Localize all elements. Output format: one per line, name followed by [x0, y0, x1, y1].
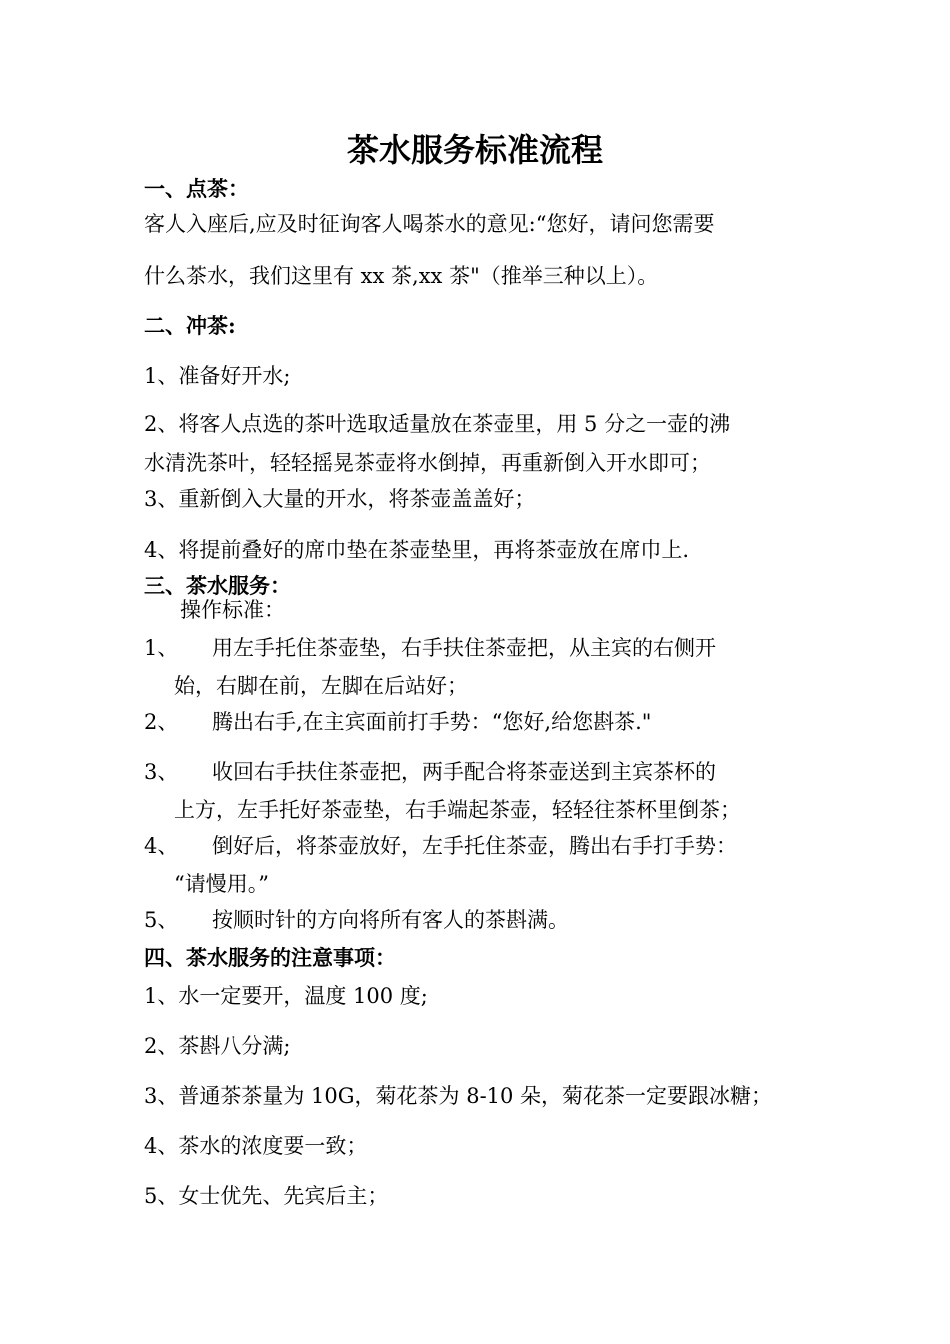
- list-item-continuation: 始，右脚在前，左脚在后站好；: [174, 674, 468, 698]
- list-item: 4、茶水的浓度要一致；: [144, 1134, 368, 1158]
- subheading-standard: 操作标准：: [180, 598, 285, 622]
- list-item: 按顺时针的方向将所有客人的茶斟满。: [212, 908, 569, 932]
- list-item-continuation: 上方，左手托好茶壶垫，右手端起茶壶，轻轻往茶杯里倒茶；: [174, 798, 741, 822]
- document-title: 茶水服务标准流程: [346, 131, 603, 169]
- item-number: 3、: [144, 760, 179, 784]
- section-heading-service: 三、茶水服务：: [144, 573, 291, 598]
- list-item: 2、将客人点选的茶叶选取适量放在茶壶里，用 5 分之一壶的沸: [144, 412, 731, 436]
- list-item-continuation: 水清洗茶叶，轻轻摇晃茶壶将水倒掉，再重新倒入开水即可；: [144, 451, 711, 475]
- item-number: 1、: [144, 636, 179, 660]
- list-item: 3、重新倒入大量的开水，将茶壶盖盖好；: [144, 487, 536, 511]
- section-heading-brewing: 二、冲茶:: [144, 313, 236, 338]
- list-item: 1、水一定要开，温度 100 度;: [144, 984, 428, 1008]
- item-number: 4、: [144, 834, 179, 858]
- item-number: 2、: [144, 710, 179, 734]
- list-item: 5、女士优先、先宾后主；: [144, 1184, 389, 1208]
- list-item: 1、准备好开水;: [144, 364, 291, 388]
- list-item: 用左手托住茶壶垫，右手扶住茶壶把，从主宾的右侧开: [212, 636, 716, 660]
- list-item: 2、茶斟八分满;: [144, 1034, 291, 1058]
- list-item: 倒好后，将茶壶放好，左手托住茶壶，腾出右手打手势：: [212, 834, 737, 858]
- paragraph-line: 客人入座后,应及时征询客人喝茶水的意见:“您好，请问您需要: [144, 212, 715, 236]
- list-item: 4、将提前叠好的席巾垫在茶壶垫里，再将茶壶放在席巾上.: [144, 538, 690, 562]
- list-item-continuation: “请慢用。”: [174, 872, 269, 896]
- list-item: 腾出右手,在主宾面前打手势：“您好,给您斟茶.": [212, 710, 652, 734]
- list-item: 收回右手扶住茶壶把，两手配合将茶壶送到主宾茶杯的: [212, 760, 716, 784]
- list-item: 3、普通茶茶量为 10G，菊花茶为 8-10 朵，菊花茶一定要跟冰糖；: [144, 1084, 773, 1108]
- paragraph-line: 什么茶水，我们这里有 xx 茶,xx 茶"（推举三种以上）。: [144, 264, 659, 288]
- section-heading-ordering: 一、点茶：: [144, 176, 249, 201]
- item-number: 5、: [144, 908, 179, 932]
- section-heading-notes: 四、茶水服务的注意事项：: [144, 945, 396, 970]
